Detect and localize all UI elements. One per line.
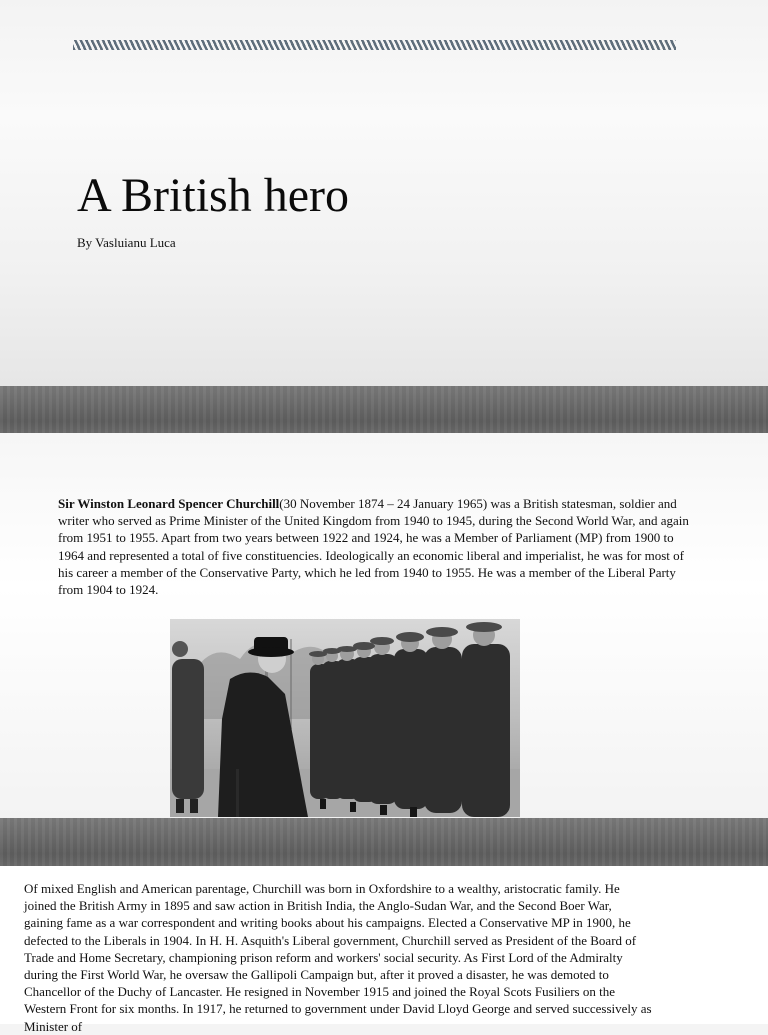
career-paragraph: Of mixed English and American parentage, Churchill was born in Oxfordshire to a wealthy, aristocratic family. He joined the British Army in 1895 and saw action in British India, the Anglo-Sudan War, and the Second Boer War, gaining fame as a war correspondent and writing books about his campaigns. Elected a Conservative MP in 1900, he defected to the Liberals in 1904. In H. H. Asquith's Liberal government, Churchill served as President of the Board of Trade and Home Secretary, championing prison reform and workers' social security. As First Lord of the Admiralty during the First World War, he oversaw the Gallipoli Campaign but, after it proved a disaster, he was demoted to Chancellor of the Duchy of Lancaster. He resigned in November 1915 and joined the Royal Scots Fusiliers on the Western Front for six months. In 1917, he returned to government under David Lloyd George and served successively as Minister of — [24, 881, 652, 1034]
intro-slide — [0, 433, 768, 818]
title-slide — [0, 0, 768, 386]
slide-divider — [0, 818, 768, 866]
career-slide — [0, 866, 768, 1034]
intro-text: (30 November 1874 – 24 January 1965) was a British statesman, soldier and writer who served as Prime Minister of the United Kingdom from 1940 to 1945, during the Second World War, and again from 1951 to 1955. Apart from two years between 1922 and 1924, he was a Member of Parliament (MP) from 1900 to 1964 and represented a total of five constituencies. Ideologically an economic liberal and imperialist, he was for most of his career a member of the Conservative Party, which he led from 1940 to 1955. He was a member of the Liberal Party from 1904 to 1924. — [58, 496, 689, 598]
decorative-hatch-bar — [73, 40, 676, 50]
churchill-inspecting-soldiers-photo — [170, 619, 520, 817]
slide-subtitle: By Vasluianu Luca — [77, 235, 176, 250]
intro-paragraph — [58, 495, 698, 598]
slide-title: A British hero — [77, 169, 349, 222]
slide-divider — [0, 386, 768, 433]
intro-name-bold: Sir Winston Leonard Spencer Churchill — [58, 496, 280, 511]
